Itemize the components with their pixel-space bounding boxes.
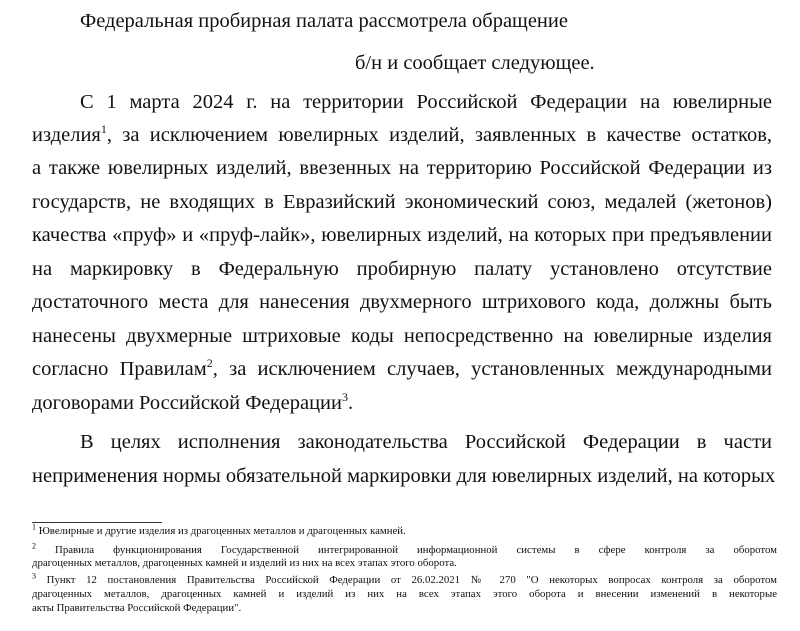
- p2-text-1: В целях исполнения законодательства Российской Федерации в части: [80, 431, 772, 453]
- footnote-1-text: Ювелирные и другие изделия из драгоценных металлов и драгоценных камней.: [38, 525, 406, 537]
- header-line-2: [355, 51, 655, 75]
- paragraph-1-line-5: [32, 223, 772, 247]
- paragraph-1-line-7: [32, 290, 772, 314]
- paragraph-1-line-8: [32, 324, 772, 348]
- p1-text-4: государств, не входящих в Евразийский экономический союз, медалей (жетонов): [32, 191, 772, 213]
- p1-text-1: С 1 марта 2024 г. на территории Российской Федерации на ювелирные: [80, 91, 772, 113]
- p1-text-2b: , за исключением ювелирных изделий, заявленных в качестве остатков,: [106, 124, 772, 146]
- footnote-2-line-2: [32, 557, 777, 570]
- footnote-2-text-1: Правила функционирования Государственной интегрированной информационной системы в сфере контроля за оборотом: [55, 544, 777, 556]
- footnote-ref-2: 2: [206, 356, 213, 371]
- footnote-3-line-1: [32, 571, 778, 587]
- footnote-separator: [32, 522, 162, 523]
- p1-text-5: качества «пруф» и «пруф-лайк», ювелирных изделий, на которых при предъявлении: [32, 224, 772, 246]
- footnote-3-text-2: драгоценных металлов, драгоценных камней и изделий из них на всех этапах этого оборота и внесении изменений в некоторые: [32, 588, 777, 600]
- paragraph-1-line-9: [32, 357, 772, 381]
- paragraph-2-line-2: [32, 464, 776, 488]
- footnote-3-line-3: [32, 602, 777, 615]
- p1-text-7: достаточного места для нанесения двухмерного штрихового кода, должны быть: [32, 291, 772, 313]
- header-text-2: б/н и сообщает следующее.: [355, 52, 595, 74]
- p1-text-9b: , за исключением случаев, установленных международными: [212, 358, 772, 380]
- paragraph-1-line-10: [32, 391, 772, 415]
- footnote-3-text-1: Пункт 12 постановления Правительства Российской Федерации от 26.02.2021 № 270 "О некоторых вопросах контроля за оборотом: [46, 574, 778, 586]
- footnote-2-marker: 2: [32, 541, 36, 551]
- p1-text-3: а также ювелирных изделий, ввезенных на территорию Российской Федерации из: [32, 157, 772, 179]
- footnote-3-marker: 3: [32, 571, 36, 581]
- paragraph-2-line-1: [80, 430, 772, 454]
- p1-text-6: на маркировку в Федеральную пробирную палату установлено отсутствие: [32, 258, 772, 280]
- header-line-1: [80, 9, 640, 33]
- paragraph-1-line-6: [32, 257, 772, 281]
- footnote-1-marker: 1: [32, 522, 36, 532]
- p1-text-8: нанесены двухмерные штриховые коды непосредственно на ювелирные изделия: [32, 325, 772, 347]
- p2-text-2: неприменения нормы обязательной маркировки для ювелирных изделий, на которых: [32, 465, 776, 487]
- footnote-ref-1: 1: [100, 122, 107, 137]
- paragraph-1-line-2: [32, 123, 772, 147]
- paragraph-1-line-3: [32, 156, 772, 180]
- header-text-1: Федеральная пробирная палата рассмотрела обращение: [80, 10, 568, 32]
- paragraph-1-line-4: [32, 190, 772, 214]
- footnote-2-text-2: драгоценных металлов, драгоценных камней и изделий из них на всех этапах этого оборота.: [32, 557, 457, 569]
- p1-text-10b: .: [348, 392, 354, 414]
- paragraph-1-line-1: [80, 90, 772, 114]
- footnote-2-line-1: [32, 541, 777, 557]
- footnote-3-text-3: акты Правительства Российской Федерации".: [32, 602, 242, 614]
- p1-text-10a: договорами Российской Федерации: [32, 392, 343, 414]
- footnote-ref-3: 3: [342, 390, 349, 405]
- footnote-3-line-2: [32, 588, 777, 601]
- p1-text-2a: изделия: [32, 124, 101, 146]
- p1-text-9a: согласно Правилам: [32, 358, 207, 380]
- footnote-1: [32, 522, 777, 538]
